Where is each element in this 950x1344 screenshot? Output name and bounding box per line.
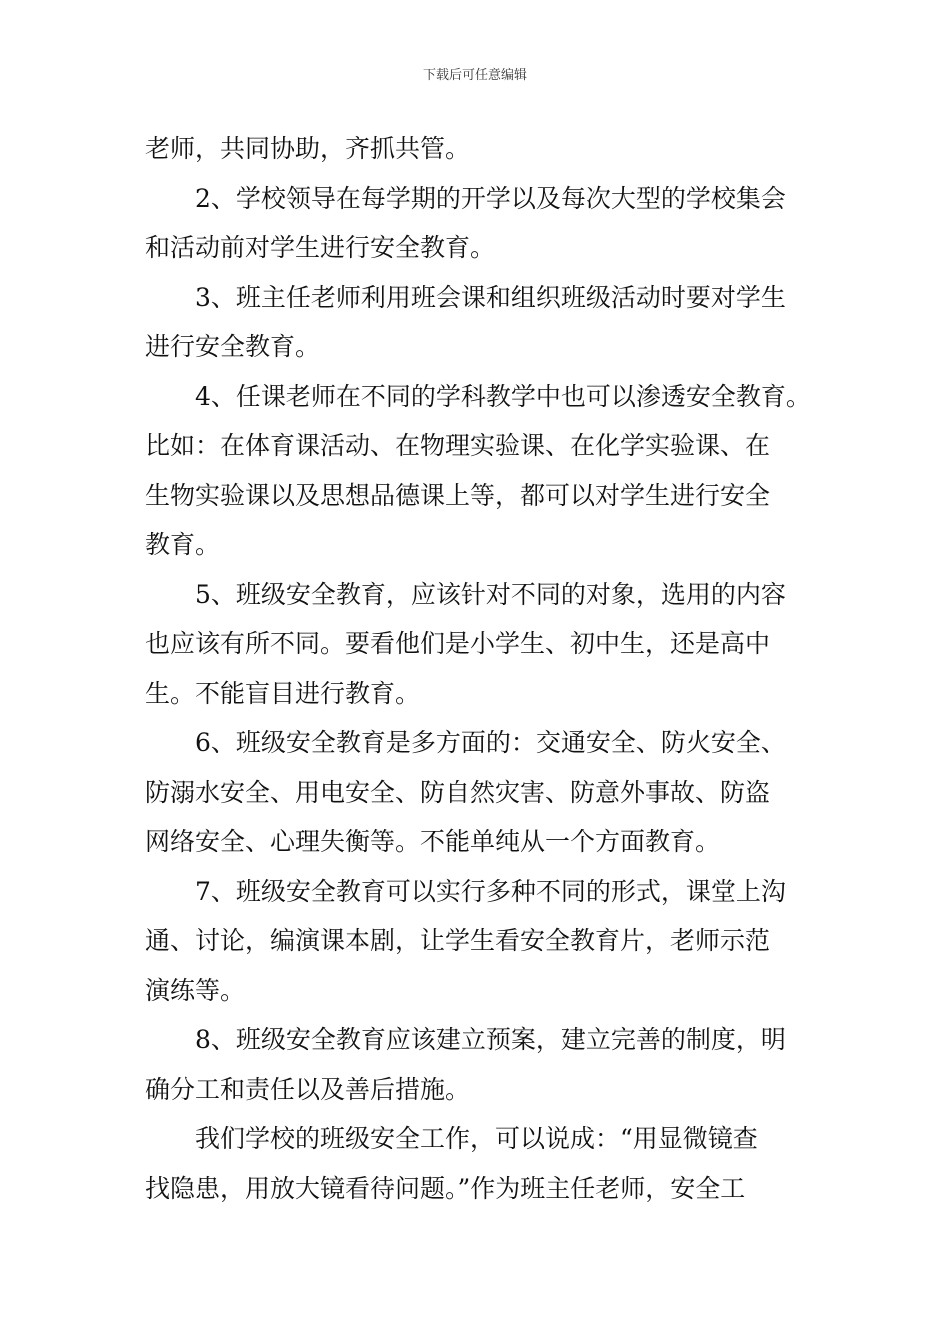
text-line: 教育。 [145,530,221,559]
text-line: 找隐患，用放大镜看待问题。”作为班主任老师，安全工 [145,1173,746,1203]
text-line: 演练等。 [145,975,246,1005]
text-line: 4、任课老师在不同的学科教学中也可以渗透安全教育。 [195,381,811,411]
text-line: 3、班主任老师利用班会课和组织班级活动时要对学生 [195,282,786,312]
text-line: 也应该有所不同。要看他们是小学生、初中生，还是高中 [145,629,771,658]
text-line: 6、班级安全教育是多方面的：交通安全、防火安全、 [195,728,786,757]
text-line: 5、班级安全教育，应该针对不同的对象，选用的内容 [195,579,786,609]
text-line: 8、班级安全教育应该建立预案，建立完善的制度，明 [195,1025,786,1054]
text-line: 通、讨论，编演课本剧，让学生看安全教育片，老师示范 [145,926,771,955]
document-body [145,124,815,1213]
text-line: 进行安全教育。 [145,332,321,361]
text-line: 老师，共同协助，齐抓共管。 [145,134,471,163]
text-line: 和活动前对学生进行安全教育。 [145,233,496,262]
text-line: 比如：在体育课活动、在物理实验课、在化学实验课、在 [145,431,771,460]
text-line: 7、班级安全教育可以实行多种不同的形式，课堂上沟 [195,876,786,906]
text-line: 生。不能盲目进行教育。 [145,678,421,708]
text-line: 生物实验课以及思想品德课上等，都可以对学生进行安全 [145,480,771,510]
text-line: 防溺水安全、用电安全、防自然灾害、防意外事故、防盗 [145,777,771,807]
text-line: 我们学校的班级安全工作，可以说成：“用显微镜查 [195,1124,758,1153]
text-line: 确分工和责任以及善后措施。 [145,1074,471,1104]
text-line: 2、学校领导在每学期的开学以及每次大型的学校集会 [195,183,786,213]
text-line: 网络安全、心理失衡等。不能单纯从一个方面教育。 [145,827,721,856]
page-header: 下载后可任意编辑 [422,68,527,83]
